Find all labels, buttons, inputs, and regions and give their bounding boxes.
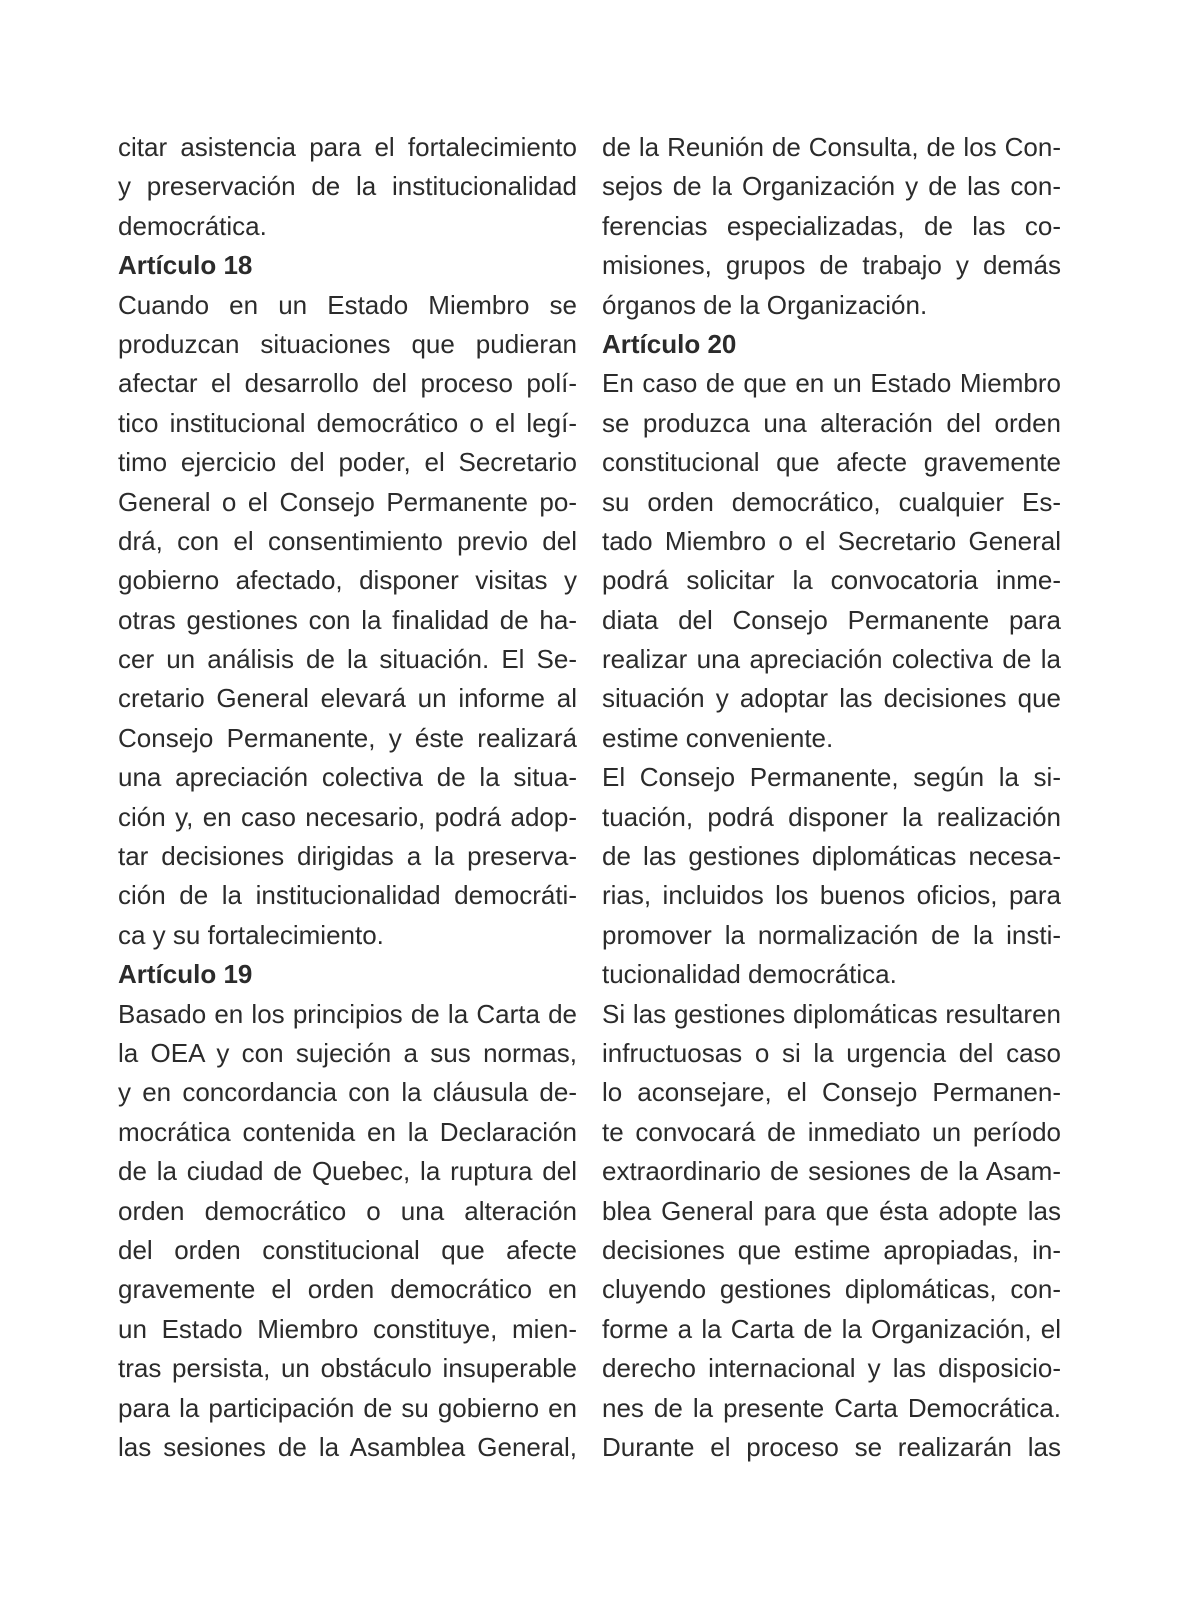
text-line: gobierno afectado, disponer visitas y <box>118 565 577 596</box>
text-line: Consejo Permanente, y éste realizará <box>118 722 577 753</box>
text-line: otras gestiones con la finalidad de ha- <box>118 604 577 635</box>
article-heading: Artículo 18 <box>118 250 253 281</box>
text-line: y en concordancia con la cláusula de- <box>118 1077 577 1108</box>
text-line: tras persista, un obstáculo insuperable <box>118 1353 577 1384</box>
text-line: Durante el proceso se realizarán las <box>602 1431 1061 1462</box>
text-line: las sesiones de la Asamblea General, <box>118 1431 577 1462</box>
text-line: produzcan situaciones que pudieran <box>118 328 577 359</box>
text-line: del orden constitucional que afecte <box>118 1234 577 1265</box>
text-line: una apreciación colectiva de la situa- <box>118 762 577 793</box>
text-line: tuación, podrá disponer la realización <box>602 801 1061 832</box>
text-line: órganos de la Organización. <box>602 289 928 320</box>
text-line: de la ciudad de Quebec, la ruptura del <box>118 1156 577 1187</box>
text-line: Si las gestiones diplomáticas resultaren <box>602 998 1061 1029</box>
text-line: tado Miembro o el Secretario General <box>602 525 1061 556</box>
text-line: promover la normalización de la insti- <box>602 919 1061 950</box>
text-line: Cuando en un Estado Miembro se <box>118 289 577 320</box>
text-line: El Consejo Permanente, según la si- <box>602 762 1061 793</box>
article-heading: Artículo 20 <box>602 328 737 359</box>
text-line: misiones, grupos de trabajo y demás <box>602 250 1061 281</box>
text-line: democrática. <box>118 210 267 241</box>
text-line: tucionalidad democrática. <box>602 959 897 990</box>
text-line: orden democrático o una alteración <box>118 1195 577 1226</box>
text-line: timo ejercicio del poder, el Secretario <box>118 447 577 478</box>
text-line: se produzca una alteración del orden <box>602 407 1061 438</box>
text-line: situación y adoptar las decisiones que <box>602 683 1061 714</box>
text-line: lo aconsejare, el Consejo Permanen- <box>602 1077 1061 1108</box>
text-line: extraordinario de sesiones de la Asam- <box>602 1156 1061 1187</box>
text-line: para la participación de su gobierno en <box>118 1392 577 1423</box>
text-line: de la Reunión de Consulta, de los Con- <box>602 132 1061 162</box>
text-line: su orden democrático, cualquier Es- <box>602 486 1061 517</box>
text-line: sejos de la Organización y de las con- <box>602 171 1061 202</box>
text-line: ferencias especializadas, de las co- <box>602 210 1061 241</box>
text-line: decisiones que estime apropiadas, in- <box>602 1234 1061 1265</box>
text-line: Basado en los principios de la Carta de <box>118 998 577 1029</box>
text-line: tico institucional democrático o el legí- <box>118 407 577 438</box>
text-line: infructuosas o si la urgencia del caso <box>602 1037 1061 1068</box>
text-line: rias, incluidos los buenos oficios, para <box>602 880 1061 911</box>
text-line: mocrática contenida en la Declaración <box>118 1116 577 1147</box>
text-line: ción de la institucionalidad democráti- <box>118 880 577 911</box>
left-column <box>118 128 577 1467</box>
text-line: constitucional que afecte gravemente <box>602 447 1061 478</box>
text-line: blea General para que ésta adopte las <box>602 1195 1061 1226</box>
text-line: derecho internacional y las disposicio- <box>602 1353 1061 1384</box>
text-line: un Estado Miembro constituye, mien- <box>118 1313 577 1344</box>
right-column <box>602 128 1061 1467</box>
text-line: ca y su fortalecimiento. <box>118 919 384 950</box>
text-line: realizar una apreciación colectiva de la <box>602 644 1061 675</box>
text-line: de las gestiones diplomáticas necesa- <box>602 841 1061 872</box>
text-line: General o el Consejo Permanente po- <box>118 486 577 517</box>
text-line: cluyendo gestiones diplomáticas, con- <box>602 1274 1061 1305</box>
article-heading: Artículo 19 <box>118 959 253 990</box>
text-line: En caso de que en un Estado Miembro <box>602 368 1061 399</box>
text-line: la OEA y con sujeción a sus normas, <box>118 1037 577 1068</box>
text-line: afectar el desarrollo del proceso polí- <box>118 368 577 399</box>
text-line: ción y, en caso necesario, podrá adop- <box>118 801 577 832</box>
text-line: citar asistencia para el fortalecimiento <box>118 132 577 162</box>
text-line: y preservación de la institucionalidad <box>118 171 577 202</box>
text-line: tar decisiones dirigidas a la preserva- <box>118 841 577 872</box>
text-line: estime conveniente. <box>602 722 834 753</box>
text-line: forme a la Carta de la Organización, el <box>602 1313 1061 1344</box>
text-line: te convocará de inmediato un período <box>602 1116 1061 1147</box>
text-line: podrá solicitar la convocatoria inme- <box>602 565 1061 596</box>
text-line: cretario General elevará un informe al <box>118 683 577 714</box>
text-line: nes de la presente Carta Democrática. <box>602 1392 1061 1423</box>
text-line: diata del Consejo Permanente para <box>602 604 1061 635</box>
text-line: cer un análisis de la situación. El Se- <box>118 644 577 675</box>
text-line: drá, con el consentimiento previo del <box>118 525 577 556</box>
text-line: gravemente el orden democrático en <box>118 1274 577 1305</box>
